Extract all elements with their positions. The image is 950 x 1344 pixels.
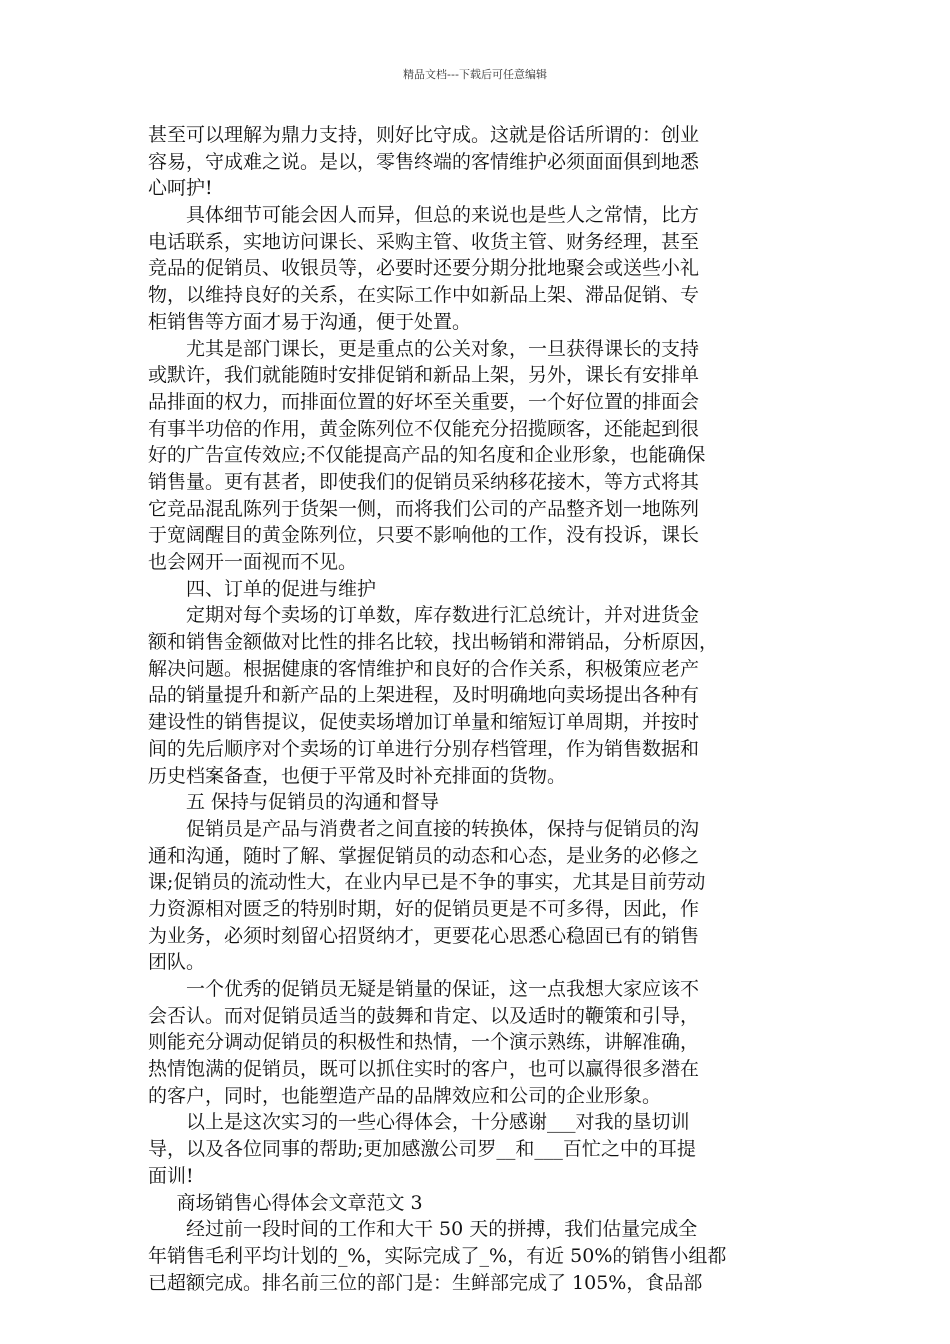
text-line: 商场销售心得体会文章范文 3: [176, 1191, 423, 1214]
text-line: 物，以维持良好的关系，在实际工作中如新品上架、滞品促销、专: [148, 284, 700, 307]
text-line: 额和销售金额做对比性的排名比较，找出畅销和滞销品，分析原因，: [148, 631, 719, 654]
text-line: 通和沟通，随时了解、掌握促销员的动态和心态，是业务的必修之: [148, 844, 700, 867]
text-line: 热情饱满的促销员，既可以抓住实时的客户，也可以赢得很多潜在: [148, 1058, 700, 1081]
text-line: 五 保持与促销员的沟通和督导: [186, 791, 440, 814]
text-line: 品排面的权力，而排面位置的好坏至关重要，一个好位置的排面会: [148, 390, 700, 413]
text-line: 建设性的销售提议，促使卖场增加订单量和缩短订单周期，并按时: [148, 711, 700, 734]
text-line: 具体细节可能会因人而异，但总的来说也是些人之常情，比方: [186, 204, 700, 227]
text-line: 为业务，必须时刻留心招贤纳才，更要花心思悉心稳固已有的销售: [148, 924, 700, 947]
text-line: 电话联系，实地访问课长、采购主管、收货主管、财务经理，甚至: [148, 230, 700, 253]
text-line: 经过前一段时间的工作和大干 50 天的拼搏，我们估量完成全: [186, 1218, 698, 1241]
text-line: 四、订单的促进与维护: [186, 577, 377, 600]
text-line: 则能充分调动促销员的积极性和热情，一个演示熟练，讲解准确，: [148, 1031, 700, 1054]
document-body: [148, 122, 812, 1296]
text-line: 课;促销员的流动性大，在业内早已是不争的事实，尤其是目前劳动: [148, 871, 706, 894]
text-line: 促销员是产品与消费者之间直接的转换体，保持与促销员的沟: [186, 817, 700, 840]
page-header: 精品文档---下载后可任意编辑: [403, 68, 547, 81]
text-line: 销售量。更有甚者，即使我们的促销员采纳移花接木，等方式将其: [148, 470, 700, 493]
text-line: 一个优秀的促销员无疑是销量的保证，这一点我想大家应该不: [186, 978, 700, 1000]
text-line: 间的先后顺序对个卖场的订单进行分别存档管理，作为销售数据和: [148, 737, 700, 760]
text-line: 年销售毛利平均计划的_%，实际完成了_%，有近 50%的销售小组都: [148, 1244, 727, 1267]
text-line: 历史档案备查，也便于平常及时补充排面的货物。: [148, 764, 567, 787]
text-line: 于宽阔醒目的黄金陈列位，只要不影响他的工作，没有投诉，课长: [148, 524, 700, 547]
text-line: 柜销售等方面才易于沟通，便于处置。: [148, 310, 472, 333]
text-line: 以上是这次实习的一些心得体会，十分感谢___对我的垦切训: [186, 1111, 690, 1134]
text-line: 团队。: [148, 951, 206, 974]
text-line: 的客户，同时，也能塑造产品的品牌效应和公司的企业形象。: [148, 1084, 662, 1107]
text-line: 容易，守成难之说。是以，零售终端的客情维护必须面面俱到地悉: [148, 150, 700, 173]
text-line: 它竞品混乱陈列于货架一侧，而将我们公司的产品整齐划一地陈列: [148, 497, 700, 520]
text-line: 面训!: [148, 1164, 194, 1187]
text-line: 甚至可以理解为鼎力支持，则好比守成。这就是俗话所谓的：创业: [148, 124, 700, 146]
text-line: 品的销量提升和新产品的上架进程，及时明确地向卖场提出各种有: [148, 684, 700, 707]
text-line: 已超额完成。排名前三位的部门是：生鲜部完成了 105%，食品部: [148, 1271, 703, 1294]
text-line: 力资源相对匮乏的特别时期，好的促销员更是不可多得，因此，作: [148, 897, 700, 920]
text-line: 解决问题。根据健康的客情维护和良好的合作关系，积极策应老产: [148, 657, 700, 680]
text-line: 会否认。而对促销员适当的鼓舞和肯定、以及适时的鞭策和引导，: [148, 1004, 700, 1027]
text-line: 导，以及各位同事的帮助;更加感激公司罗__和___百忙之中的耳提: [148, 1138, 696, 1161]
text-line: 好的广告宣传效应;不仅能提高产品的知名度和企业形象，也能确保: [148, 444, 706, 467]
text-line: 竞品的促销员、收银员等，必要时还要分期分批地聚会或送些小礼: [148, 257, 700, 280]
text-line: 尤其是部门课长，更是重点的公关对象，一旦获得课长的支持: [186, 337, 700, 360]
text-line: 或默许，我们就能随时安排促销和新品上架，另外，课长有安排单: [148, 364, 700, 387]
text-line: 也会网开一面视而不见。: [148, 551, 358, 573]
text-line: 心呵护!: [148, 177, 213, 200]
text-line: 定期对每个卖场的订单数，库存数进行汇总统计，并对进货金: [186, 604, 700, 627]
text-line: 有事半功倍的作用，黄金陈列位不仅能充分招揽顾客，还能起到很: [148, 417, 700, 440]
